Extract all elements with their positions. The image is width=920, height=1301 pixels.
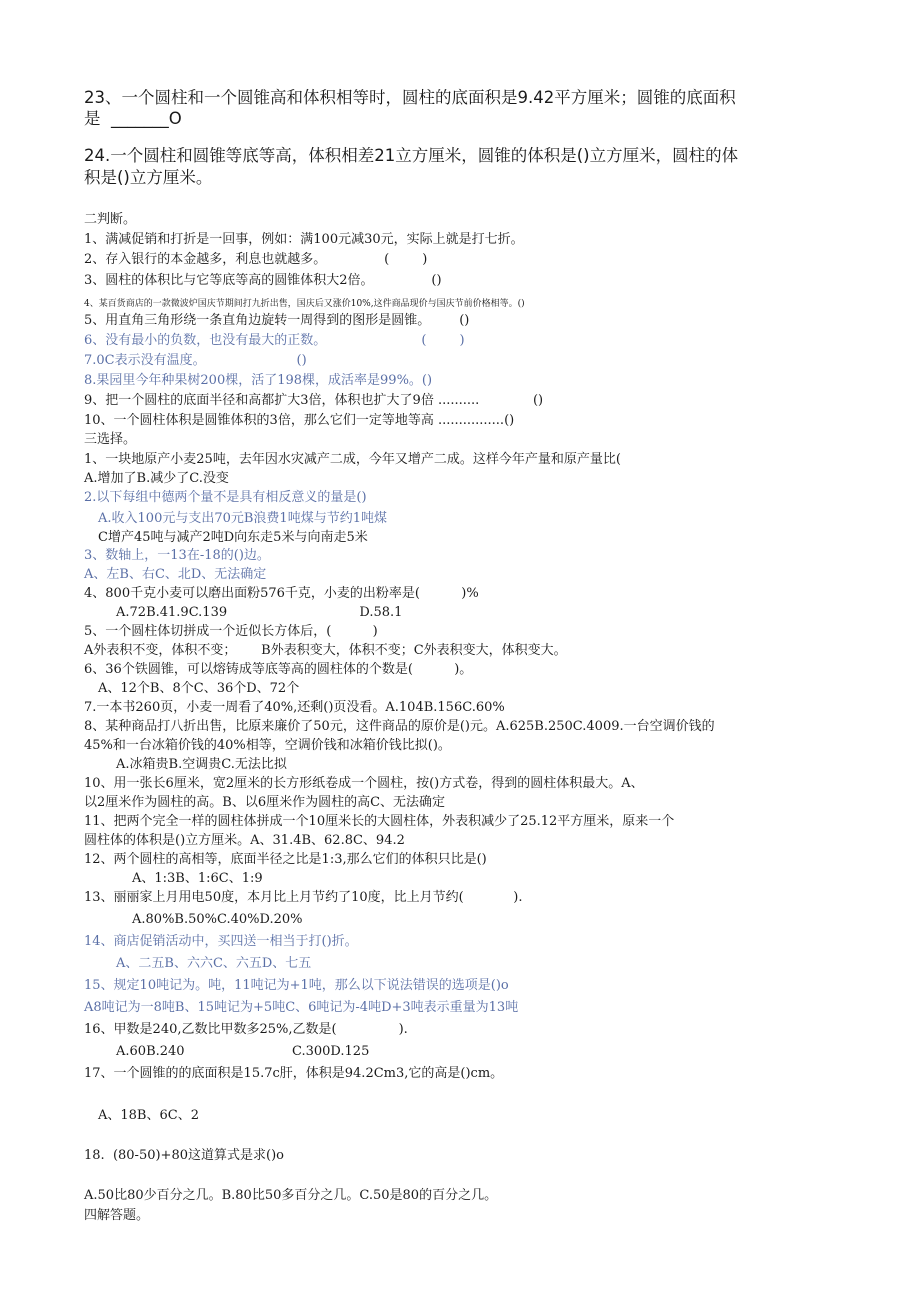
text-line: 圆柱体的体积是()立方厘米。A、31.4B、62.8C、94.2	[84, 833, 405, 848]
text-line: C增产45吨与减产2吨D向东走5米与向南走5米	[98, 530, 368, 545]
text-line: 是 _______O	[84, 109, 182, 128]
text-line: 14、商店促销活动中，买四送一相当于打()折。	[84, 934, 358, 949]
text-line: 1、满减促销和打折是一回事，例如：满100元减30元，实际上就是打七折。	[84, 232, 524, 247]
text-line: A.72B.41.9C.139 D.58.1	[116, 605, 403, 620]
text-line: 9、把一个圆柱的底面半径和高都扩大3倍，体积也扩大了9倍 .......... ()	[84, 393, 544, 408]
text-line: 二判断。	[84, 212, 137, 227]
text-line: 以2厘米作为圆柱的高。B、以6厘米作为圆柱的高C、无法确定	[84, 795, 446, 810]
text-line: A外表积不变，体积不变； B外表积变大，体积不变；C外表积变大，体积变大。	[84, 643, 567, 658]
text-line: 4、800千克小麦可以磨出面粉576千克，小麦的出粉率是( )%	[84, 586, 479, 601]
text-line: 7.一本书260页，小麦一周看了40%,还剩()页没看。A.104B.156C.60%	[84, 700, 505, 715]
text-line: A.60B.240 C.300D.125	[116, 1044, 370, 1059]
text-line: 18. (80-50)+80这道算式是求()o	[84, 1148, 284, 1163]
text-line: 2、存入银行的本金越多，利息也就越多。 ( )	[84, 252, 428, 267]
text-line: 积是()立方厘米。	[84, 168, 213, 187]
text-line: 10、一个圆柱体积是圆锥体积的3倍，那么它们一定等地等高 ................()	[84, 413, 515, 428]
text-line: 8.果园里今年种果树200棵，活了198棵，成活率是99%。()	[84, 373, 433, 388]
text-line: 45%和一台冰箱价钱的40%相等，空调价钱和冰箱价钱比拟()。	[84, 738, 451, 753]
text-line: 24.一个圆柱和圆锥等底等高，体积相差21立方厘米，圆锥的体积是()立方厘米，圆柱的体	[84, 146, 739, 165]
text-line: 6、36个铁圆锥，可以熔铸成等底等高的圆柱体的个数是( )。	[84, 662, 473, 677]
text-line: 3、数轴上，一13在-18的()边。	[84, 548, 270, 563]
text-line: A.增加了B.减少了C.没变	[84, 471, 229, 486]
text-line: 7.0C表示没有温度。 ()	[84, 353, 307, 368]
text-line: 10、用一张长6厘米，宽2厘米的长方形纸卷成一个圆柱，按()方式卷，得到的圆柱体积最大。A、	[84, 776, 644, 791]
text-line: 13、丽丽家上月用电50度，本月比上月节约了10度，比上月节约( ).	[84, 890, 523, 905]
text-line: A、12个B、8个C、36个D、72个	[98, 681, 300, 696]
text-line: A.80%B.50%C.40%D.20%	[132, 912, 303, 927]
text-line: 1、一块地原产小麦25吨，去年因水灾减产二成，今年又增产二成。这样今年产量和原产量比(	[84, 452, 621, 467]
text-line: 16、甲数是240,乙数比甲数多25%,乙数是( ).	[84, 1022, 408, 1037]
text-line: A、18B、6C、2	[98, 1108, 199, 1123]
text-line: A.收入100元与支出70元B浪费1吨煤与节约1吨煤	[98, 511, 387, 526]
text-line: A8吨记为一8吨B、15吨记为+5吨C、6吨记为-4吨D+3吨表示重量为13吨	[84, 1000, 519, 1015]
text-line: A.50比80少百分之几。B.80比50多百分之几。C.50是80的百分之几。	[84, 1188, 498, 1203]
text-line: 三选择。	[84, 432, 137, 447]
text-line: 23、一个圆柱和一个圆锥高和体积相等时，圆柱的底面积是9.42平方厘米；圆锥的底面积	[84, 88, 736, 107]
text-line: 17、一个圆锥的的底面积是15.7c肝，体积是94.2Cm3,它的高是()cm。	[84, 1066, 504, 1081]
text-line: A、左B、右C、北D、无法确定	[84, 567, 267, 582]
text-line: 15、规定10吨记为。吨，11吨记为+1吨，那么以下说法错误的选项是()o	[84, 978, 509, 993]
text-line: 5、一个圆柱体切拼成一个近似长方体后，( )	[84, 624, 378, 639]
text-line: 11、把两个完全一样的圆柱体拼成一个10厘米长的大圆柱体，外表积减少了25.12平方厘米，原来一个	[84, 814, 675, 829]
text-line: 5、用直角三角形绕一条直角边旋转一周得到的图形是圆锥。 ()	[84, 313, 470, 328]
text-line: 4、某百货商店的一款微波炉国庆节期间打九折出售，国庆后又涨价10%,这件商品现价与国庆节前价格相等。()	[84, 299, 525, 309]
text-line: 8、某种商品打八折出售，比原来廉价了50元，这件商品的原价是()元。A.625B.250C.4009.一台空调价钱的	[84, 719, 715, 734]
text-line: A、二五B、六六C、六五D、七五	[116, 956, 312, 971]
text-line: 6、没有最小的负数，也没有最大的正数。 ( )	[84, 333, 465, 348]
text-line: A.冰箱贵B.空调贵C.无法比拟	[116, 757, 287, 772]
text-line: 12、两个圆柱的高相等，底面半径之比是1:3,那么它们的体积只比是()	[84, 852, 487, 867]
text-line: A、1:3B、1:6C、1:9	[132, 871, 263, 886]
text-line: 2.以下每组中德两个量不是具有相反意义的量是()	[84, 490, 367, 505]
text-line: 3、圆柱的体积比与它等底等高的圆锥体积大2倍。 ()	[84, 273, 442, 288]
text-line: 四解答题。	[84, 1208, 150, 1223]
